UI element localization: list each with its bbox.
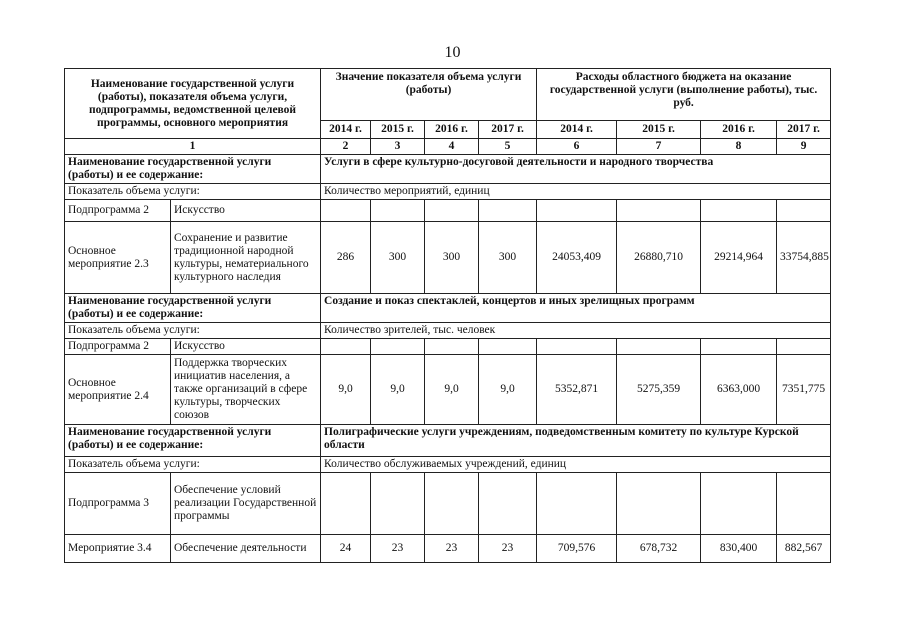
header-name-cell: Наименование государственной услуги (работы), показателя объема услуги, подпрограммы, ведомственной целевой программы, основного мероприятия [65, 69, 321, 139]
value-cell: 26880,710 [617, 222, 701, 294]
service-value: Полиграфические услуги учреждениям, подведомственным комитету по культуре Курской области [321, 425, 831, 457]
services-table [64, 68, 831, 563]
value-cell: 9,0 [479, 355, 537, 425]
indicator-value: Количество зрителей, тыс. человек [321, 323, 831, 339]
indicator-value: Количество обслуживаемых учреждений, единиц [321, 457, 831, 473]
service-value: Услуги в сфере культурно-досуговой деятельности и народного творчества [321, 155, 831, 184]
value-cell: 23 [371, 535, 425, 563]
header-volume-cell: Значение показателя объема услуги (работы) [321, 69, 537, 121]
column-number: 2 [321, 139, 371, 155]
value-cell: 286 [321, 222, 371, 294]
value-cell: 300 [479, 222, 537, 294]
year-header: 2017 г. [479, 121, 537, 139]
column-number: 7 [617, 139, 701, 155]
indicator-label: Показатель объема услуги: [65, 184, 321, 200]
event-label: Мероприятие 3.4 [65, 535, 171, 563]
column-number: 5 [479, 139, 537, 155]
page-number: 10 [444, 44, 461, 61]
event-name: Сохранение и развитие традиционной народной культуры, нематериального культурного наследия [171, 222, 321, 294]
program-label: Подпрограмма 2 [65, 200, 171, 222]
column-number: 6 [537, 139, 617, 155]
value-cell: 23 [479, 535, 537, 563]
column-number: 8 [701, 139, 777, 155]
program-label: Подпрограмма 3 [65, 473, 171, 535]
year-header: 2014 г. [321, 121, 371, 139]
service-label: Наименование государственной услуги (работы) и ее содержание: [65, 294, 321, 323]
service-label: Наименование государственной услуги (работы) и ее содержание: [65, 155, 321, 184]
value-cell: 24053,409 [537, 222, 617, 294]
service-label: Наименование государственной услуги (работы) и ее содержание: [65, 425, 321, 457]
value-cell: 23 [425, 535, 479, 563]
program-name: Обеспечение условий реализации Государственной программы [171, 473, 321, 535]
program-label: Подпрограмма 2 [65, 339, 171, 355]
event-label: Основное мероприятие 2.3 [65, 222, 171, 294]
indicator-value: Количество мероприятий, единиц [321, 184, 831, 200]
event-label: Основное мероприятие 2.4 [65, 355, 171, 425]
column-number: 4 [425, 139, 479, 155]
column-number: 1 [65, 139, 321, 155]
value-cell: 830,400 [701, 535, 777, 563]
value-cell: 9,0 [321, 355, 371, 425]
column-number: 9 [777, 139, 831, 155]
header-budget-cell: Расходы областного бюджета на оказание государственной услуги (выполнение работы), тыс. руб. [537, 69, 831, 121]
year-header: 2015 г. [371, 121, 425, 139]
value-cell: 6363,000 [701, 355, 777, 425]
value-cell: 29214,964 [701, 222, 777, 294]
year-header: 2017 г. [777, 121, 831, 139]
value-cell: 33754,885 [777, 222, 831, 294]
year-header: 2015 г. [617, 121, 701, 139]
value-cell: 7351,775 [777, 355, 831, 425]
value-cell: 882,567 [777, 535, 831, 563]
event-name: Обеспечение деятельности [171, 535, 321, 563]
program-name: Искусство [171, 339, 321, 355]
year-header: 2014 г. [537, 121, 617, 139]
year-header: 2016 г. [425, 121, 479, 139]
value-cell: 678,732 [617, 535, 701, 563]
value-cell: 300 [371, 222, 425, 294]
indicator-label: Показатель объема услуги: [65, 457, 321, 473]
value-cell: 300 [425, 222, 479, 294]
indicator-label: Показатель объема услуги: [65, 323, 321, 339]
value-cell: 5275,359 [617, 355, 701, 425]
value-cell: 5352,871 [537, 355, 617, 425]
value-cell: 9,0 [425, 355, 479, 425]
year-header: 2016 г. [701, 121, 777, 139]
program-name: Искусство [171, 200, 321, 222]
value-cell: 709,576 [537, 535, 617, 563]
service-value: Создание и показ спектаклей, концертов и иных зрелищных программ [321, 294, 831, 323]
value-cell: 9,0 [371, 355, 425, 425]
value-cell: 24 [321, 535, 371, 563]
event-name: Поддержка творческих инициатив населения, а также организаций в сфере культуры, творческих союзов [171, 355, 321, 425]
column-number: 3 [371, 139, 425, 155]
